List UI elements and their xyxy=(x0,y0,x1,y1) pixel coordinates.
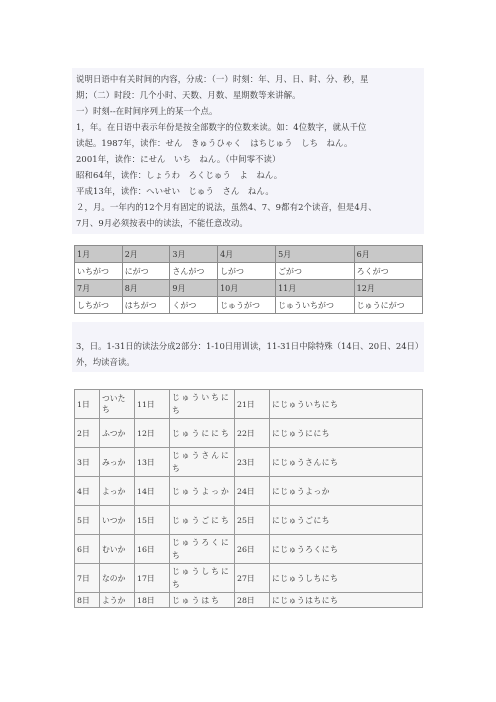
intro-line: 7月、9月必须按表中的读法，不能任意改动。 xyxy=(76,218,248,228)
table-row xyxy=(75,390,423,419)
table-cell: 7日 xyxy=(75,564,100,593)
table-cell: 5日 xyxy=(75,506,100,535)
table-cell: なのか xyxy=(100,564,135,593)
table-cell: いつか xyxy=(100,506,135,535)
intro-line: 一）时刻--在时间序列上的某一个点。 xyxy=(76,106,218,116)
table-cell: ようか xyxy=(100,593,135,608)
table-cell: じゅうしちにち xyxy=(170,564,235,593)
table-cell: にじゅういちにち xyxy=(270,390,423,419)
table-row xyxy=(75,280,423,297)
table-cell: しがつ xyxy=(218,263,276,280)
table-cell: 1月 xyxy=(75,246,123,263)
table-cell: 7月 xyxy=(75,280,123,297)
table-row xyxy=(75,448,423,477)
table-cell: いちがつ xyxy=(75,263,123,280)
table-cell: じゅうににち xyxy=(170,419,235,448)
table-cell: 4日 xyxy=(75,477,100,506)
table-cell: 12日 xyxy=(135,419,170,448)
table-cell: 10月 xyxy=(218,280,276,297)
table-cell: むいか xyxy=(100,535,135,564)
table-cell: 23日 xyxy=(235,448,270,477)
table-row xyxy=(75,593,423,608)
table-cell: 22日 xyxy=(235,419,270,448)
table-cell: 12月 xyxy=(354,280,422,297)
intro-section xyxy=(72,68,424,234)
table-cell: にじゅうしちにち xyxy=(270,564,423,593)
table-cell: 28日 xyxy=(235,593,270,608)
table-cell: みっか xyxy=(100,448,135,477)
intro-line: 说明日语中有关时间的内容，分成：（一）时刻：年、月、日、时、分、秒，星 xyxy=(76,74,369,84)
table-cell: 17日 xyxy=(135,564,170,593)
table-cell: 4月 xyxy=(218,246,276,263)
intro-line: 昭和64年，读作：しょうわ ろくじゅう よ ねん。 xyxy=(76,170,283,180)
table-cell: 5月 xyxy=(276,246,355,263)
table-cell: 11日 xyxy=(135,390,170,419)
table-cell: ごがつ xyxy=(276,263,355,280)
table-cell: 18日 xyxy=(135,593,170,608)
section-3-days xyxy=(72,322,424,372)
table-cell: 8月 xyxy=(122,280,170,297)
table-cell: にじゅうごにち xyxy=(270,506,423,535)
table-cell: ついたち xyxy=(100,390,135,419)
table-cell: よっか xyxy=(100,477,135,506)
intro-line: 平成13年，读作：へいせい じゅう さん ねん。 xyxy=(76,186,274,196)
table-cell: 3月 xyxy=(170,246,218,263)
intro-line: ２，月。一年内的12个月有固定的说法，虽然4、7、9都有2个读音，但是4月、 xyxy=(76,202,377,212)
table-cell: 25日 xyxy=(235,506,270,535)
days-table-body xyxy=(75,390,423,608)
table-cell: しちがつ xyxy=(75,297,123,314)
table-cell: じゅうがつ xyxy=(218,297,276,314)
table-cell: 6月 xyxy=(354,246,422,263)
table-cell: はちがつ xyxy=(122,297,170,314)
intro-line: 2001年，读作：にせん いち ねん。（中间零不读） xyxy=(76,154,281,164)
table-cell: 8日 xyxy=(75,593,100,608)
table-cell: 14日 xyxy=(135,477,170,506)
table-row xyxy=(75,263,423,280)
table-row xyxy=(75,564,423,593)
table-cell: にがつ xyxy=(122,263,170,280)
table-cell: 2月 xyxy=(122,246,170,263)
table-cell: にじゅうろくにち xyxy=(270,535,423,564)
table-cell: ふつか xyxy=(100,419,135,448)
table-cell: 15日 xyxy=(135,506,170,535)
table-row xyxy=(75,535,423,564)
table-cell: 16日 xyxy=(135,535,170,564)
table-cell: さんがつ xyxy=(170,263,218,280)
intro-line: 1，年。在日语中表示年份是按全部数字的位数来读。如：4位数字，就从千位 xyxy=(76,122,367,132)
table-cell: にじゅうさんにち xyxy=(270,448,423,477)
table-row xyxy=(75,506,423,535)
table-cell: じゅうはち xyxy=(170,593,235,608)
days-table xyxy=(74,389,423,608)
table-cell: 2日 xyxy=(75,419,100,448)
table-cell: にじゅうはちにち xyxy=(270,593,423,608)
table-cell: にじゅうににち xyxy=(270,419,423,448)
table-cell: じゅうさんにち xyxy=(170,448,235,477)
table-cell: じゅうごにち xyxy=(170,506,235,535)
table-cell: 21日 xyxy=(235,390,270,419)
months-table xyxy=(74,245,423,314)
table-row xyxy=(75,419,423,448)
table-cell: 9月 xyxy=(170,280,218,297)
table-cell: にじゅうよっか xyxy=(270,477,423,506)
table-cell: 11月 xyxy=(276,280,355,297)
table-cell: 27日 xyxy=(235,564,270,593)
table-cell: じゅうよっか xyxy=(170,477,235,506)
table-cell: 6日 xyxy=(75,535,100,564)
table-cell: じゅういちがつ xyxy=(276,297,355,314)
table-cell: くがつ xyxy=(170,297,218,314)
table-row xyxy=(75,297,423,314)
table-cell: じゅうろくにち xyxy=(170,535,235,564)
table-cell: 1日 xyxy=(75,390,100,419)
table-cell: ろくがつ xyxy=(354,263,422,280)
table-cell: 26日 xyxy=(235,535,270,564)
section-3-text: 3，日。1-31日的读法分成2部分：1-10日用训读，11-31日中除特殊（14日、20日、24日）外，均读音读。 xyxy=(76,341,420,367)
table-cell: 3日 xyxy=(75,448,100,477)
table-row xyxy=(75,477,423,506)
table-cell: じゅういちにち xyxy=(170,390,235,419)
table-cell: 13日 xyxy=(135,448,170,477)
table-cell: じゅうにがつ xyxy=(354,297,422,314)
table-cell: 24日 xyxy=(235,477,270,506)
table-row xyxy=(75,246,423,263)
intro-line: 读起。1987年，读作：せん きゅうひゃく はちじゅう しち ねん。 xyxy=(76,138,353,148)
intro-line: 期；（二）时段：几个小时、天数、月数、星期数等来讲解。 xyxy=(76,90,301,100)
